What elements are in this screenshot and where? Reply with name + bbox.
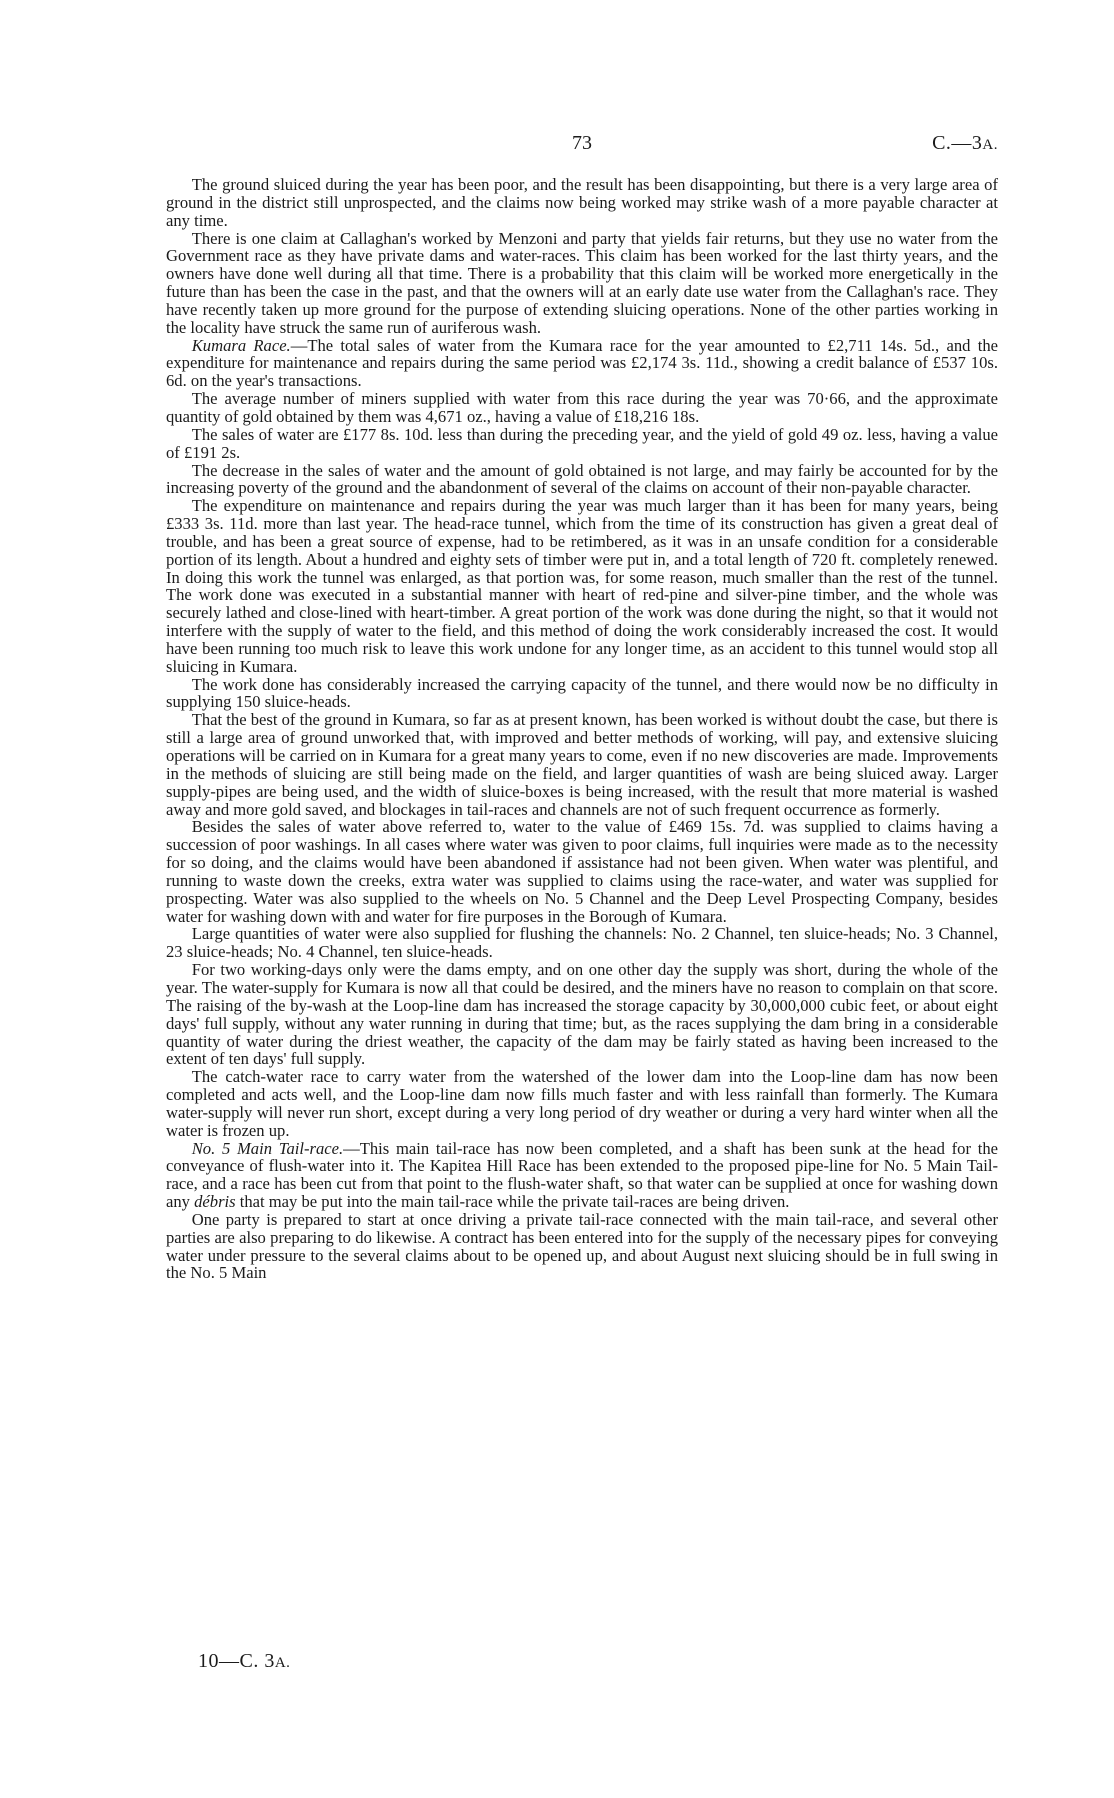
paragraph: For two working-days only were the dams empty, and on one other day the supply was short, during the whole of the year. The water-supply for Kumara is now all that could be desired, and the miners have no reason to complain on that score. The raising of the by-wash at the Loop-line dam has increased the storage capacity by 30,000,000 cubic feet, or about eight days' full supply, without any water running in during that time; but, as the races supplying the dam bring in a considerable quantity of water during the driest weather, the capacity of the dam may be fairly stated as having been increased to the extent of ten days' full supply. (166, 960, 998, 1069)
paragraph: The work done has considerably increased the carrying capacity of the tunnel, and there would now be no difficulty in supplying 150 sluice-heads. (166, 674, 998, 712)
paragraph: That the best of the ground in Kumara, so far as at present known, has been worked is without doubt the case, but there is still a large area of ground unworked that, with improved and better methods of working, will pay, and extensive sluicing operations will be carried on in Kumara for a great many years to come, even if no new discoveries are made. Improvements in the methods of sluicing are still being made on the field, and larger quantities of wash are being sluiced away. Larger supply-pipes are being used, and the width of sluice-boxes is being increased, with the result that more material is washed away and more gold saved, and blockages in tail-races and channels are not of such frequent occurrence as formerly. (166, 710, 998, 819)
print-signature (198, 1650, 290, 1673)
paragraph: There is one claim at Callaghan's worked by Menzoni and party that yields fair returns, but they use no water from the Government race as they have private dams and water-races. This claim has been worked for the last thirty years, and the owners have done well during all that time. There is a probability that this claim will be worked more energetically in the future than has been the case in the past, and that the owners will at an early date use water from the Callaghan's race. They have recently taken up more ground for the purpose of extending sluicing operations. None of the other parties working in the locality have struck the same run of auriferous wash. (166, 228, 998, 337)
print-signature-main: 10—C. 3 (198, 1650, 275, 1672)
paragraph: The catch-water race to carry water from the watershed of the lower dam into the Loop-line dam has now been completed and acts well, and the Loop-line dam now fills much faster and with less rainfall than formerly. The Kumara water-supply will never run short, except during a very long period of dry weather or during a very hard winter when all the water is frozen up. (166, 1067, 998, 1140)
document-reference (932, 132, 998, 155)
paragraph: The average number of miners supplied with water from this race during the year was 70·66, and the approximate quantity of gold obtained by them was 4,671 oz., having a value of £18,216 18s. (166, 389, 998, 426)
print-signature-suffix: A. (274, 1655, 291, 1671)
page-number: 73 (572, 132, 592, 154)
paragraph: Large quantities of water were also supplied for flushing the channels: No. 2 Channel, ten sluice-heads; No. 3 Channel, 23 sluice-heads; No. 4 Channel, ten sluice-heads. (166, 924, 998, 962)
paragraph-no5-tail-race (166, 1140, 998, 1211)
paragraph-text: —The total sales of water from the Kumara race for the year amounted to £2,711 14s. 5d., and the expenditure for maintenance and repairs during the same period was £2,174 3s. 11d., showing a credit balance of £537 10s. 6d. on the year's transactions. (166, 335, 998, 391)
page-header (166, 132, 998, 160)
paragraph-text: —This main tail-race has now been completed, and a shaft has been sunk at the head for the conveyance of flush-water into it. The Kapitea Hill Race has been extended to the proposed pipe-line for No. 5 Main Tail-race, and a race has been cut from that point to the flush-water shaft, so that water can be supplied at once for washing down any (166, 1138, 998, 1212)
document-reference-main: C.—3 (932, 132, 983, 154)
paragraph-kumara-race (166, 337, 998, 391)
paragraph: The expenditure on maintenance and repairs during the year was much larger than it has been for many years, being £333 3s. 11d. more than last year. The head-race tunnel, which from the time of its construction has given a great deal of trouble, and has been a great source of expense, had to be retimbered, as it was in an unsafe condition for a considerable portion of its length. About a hundred and eighty sets of timber were put in, and a total length of 720 ft. completely renewed. In doing this work the tunnel was enlarged, as that portion was, for some reason, much smaller than the rest of the tunnel. The work done was executed in a substantial manner with heart of red-pine and silver-pine timber, and the whole was securely lathed and close-lined with heart-timber. A great portion of the work was done during the night, so that it would not interfere with the supply of water to the field, and this method of doing the work considerably increased the cost. It would have been running too much risk to leave this work undone for any longer time, as an accident to this tunnel would stop all sluicing in Kumara. (166, 496, 998, 676)
paragraph-text-tail: that may be put into the main tail-race while the private tail-races are being driven. (235, 1192, 790, 1212)
paragraph: The sales of water are £177 8s. 10d. less than during the preceding year, and the yield of gold 49 oz. less, having a value of £191 2s. (166, 424, 998, 462)
paragraph: The ground sluiced during the year has been poor, and the result has been disappointing, but there is a very large area of ground in the district still unprospected, and the claims now being worked may strike wash of a more payable character at any time. (166, 175, 998, 230)
document-reference-suffix: A. (982, 137, 998, 153)
report-body (166, 176, 998, 1282)
italic-term: débris (194, 1192, 236, 1212)
section-lead-kumara-race: Kumara Race. (191, 335, 291, 355)
paragraph: The decrease in the sales of water and the amount of gold obtained is not large, and may fairly be accounted for by the increasing poverty of the ground and the abandonment of several of the claims on account of their non-payable character. (166, 460, 998, 498)
paragraph: One party is prepared to start at once driving a private tail-race connected with the main tail-race, and several other parties are also preparing to do likewise. A contract has been entered into for the supply of the necessary pipes for conveying water under pressure to the several claims about to be opened up, and about August next sluicing should be in full swing in the No. 5 Main (166, 1209, 998, 1283)
paragraph: Besides the sales of water above referred to, water to the value of £469 15s. 7d. was supplied to claims having a succession of poor washings. In all cases where water was given to poor claims, full inquiries were made as to the necessity for so doing, and the claims would have been abandoned if assistance had not been given. When water was plentiful, and running to waste down the creeks, extra water was supplied to claims using the race-water, and water was supplied for prospecting. Water was also supplied to the wheels on No. 5 Channel and the Deep Level Prospecting Company, besides water for washing down with and water for fire purposes in the Borough of Kumara. (166, 817, 998, 926)
section-lead-no5-tail-race: No. 5 Main Tail-race. (191, 1138, 344, 1158)
